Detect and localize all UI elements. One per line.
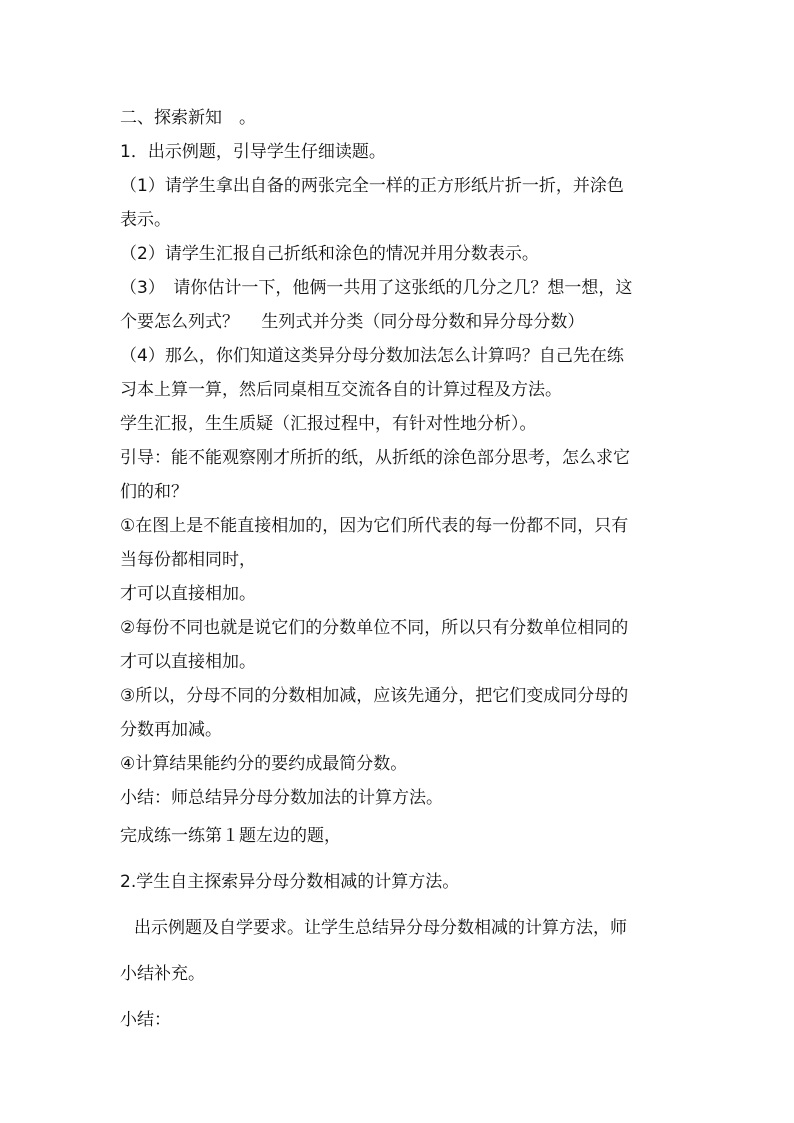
step-2-body-line-2: 小结补充。	[120, 964, 205, 984]
point-2-line-2: 才可以直接相加。	[120, 652, 256, 672]
guide-line-1: 引导：能不能观察刚才所折的纸，从折纸的涂色部分思考，怎么求它	[120, 448, 630, 468]
guide-line-2: 们的和？	[120, 482, 188, 502]
step-1-item-3-line-2: 个要怎么列式？ 生列式并分类（同分母分数和异分母分数）	[120, 312, 585, 332]
point-1-line-1: ①在图上是不能直接相加的，因为它们所代表的每一份都不同，只有	[120, 516, 629, 536]
step-1-heading: 1．出示例题，引导学生仔细读题。	[120, 142, 386, 162]
summary-line: 小结：师总结异分母分数加法的计算方法。	[120, 788, 443, 808]
point-4-line: ④计算结果能约分的要约成最简分数。	[120, 754, 408, 774]
step-1-item-1-line-1: （1）请学生拿出自备的两张完全一样的正方形纸片折一折，并涂色	[120, 176, 624, 196]
final-summary-label: 小结：	[120, 1010, 171, 1030]
point-1-line-3: 才可以直接相加。	[120, 584, 256, 604]
step-1-item-3-line-1: （3） 请你估计一下，他俩一共用了这张纸的几分之几？想一想，这	[120, 278, 633, 298]
point-2-line-1: ②每份不同也就是说它们的分数单位不同，所以只有分数单位相同的	[120, 618, 629, 638]
document-body	[120, 101, 676, 1037]
point-1-line-2: 当每份都相同时，	[120, 550, 256, 570]
step-1-item-4-line-2: 习本上算一算，然后同桌相互交流各自的计算过程及方法。	[120, 380, 562, 400]
exercise-line: 完成练一练第１题左边的题，	[120, 826, 341, 846]
step-1-item-4-line-1: （4）那么，你们知道这类异分母分数加法怎么计算吗？自己先在练	[120, 346, 624, 366]
point-3-line-2: 分数再加减。	[120, 720, 222, 740]
point-3-line-1: ③所以，分母不同的分数相加减，应该先通分，把它们变成同分母的	[120, 686, 629, 706]
step-2-body-line-1: 出示例题及自学要求。让学生总结异分母分数相减的计算方法，师	[134, 918, 627, 938]
step-2-heading: 2.学生自主探索异分母分数相减的计算方法。	[120, 872, 460, 892]
section-heading: 二、探索新知 。	[120, 108, 256, 128]
step-1-item-1-line-2: 表示。	[120, 210, 171, 230]
student-report-line: 学生汇报，生生质疑（汇报过程中，有针对性地分析）。	[120, 414, 537, 434]
step-1-item-2: （2）请学生汇报自己折纸和涂色的情况并用分数表示。	[120, 244, 539, 264]
